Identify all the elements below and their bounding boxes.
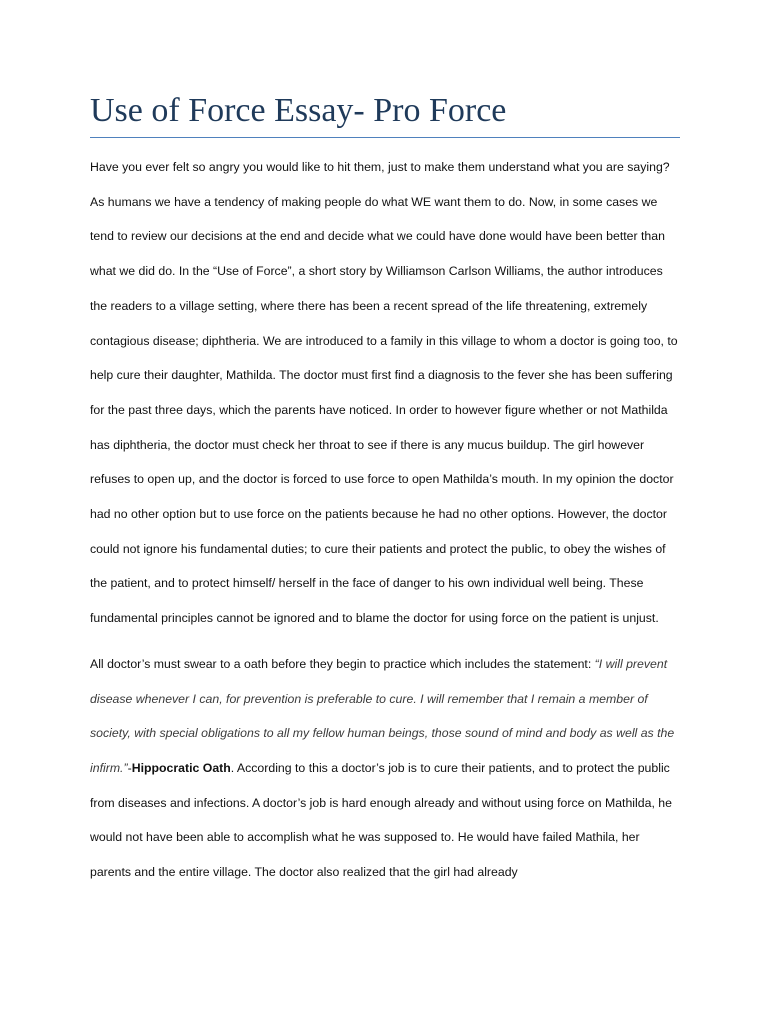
title-underline — [90, 137, 680, 138]
quote-source: Hippocratic Oath — [131, 760, 231, 775]
paragraph-2-intro: All doctor’s must swear to a oath before they begin to practice which includes the statement: — [90, 656, 595, 671]
paragraph-2 — [90, 647, 680, 890]
document-title: Use of Force Essay- Pro Force — [90, 92, 507, 129]
paragraph-2-rest: . According to this a doctor’s job is to cure their patients, and to protect the public from diseases and infections. A doctor’s job is hard enough already and without using force on Mathilda, he would not have been able to accomplish what he was supposed to. He would have failed Mathila, her parents and the entire village. The doctor also realized that the girl had already — [90, 760, 672, 880]
quote-dash: - — [127, 760, 132, 775]
hippocratic-quote: “I will prevent disease whenever I can, for prevention is preferable to cure. I will remember that I remain a member of society, with special obligations to all my fellow human beings, those sound of mind and body as well as the infirm.” — [90, 656, 675, 775]
paragraph-1: Have you ever felt so angry you would like to hit them, just to make them understand what you are saying? As humans we have a tendency of making people do what WE want them to do. Now, in some cases we tend to review our decisions at the end and decide what we could have done would have been better than what we did do. In the “Use of Force”, a short story by Williamson Carlson Williams, the author introduces the readers to a village setting, where there has been a recent spread of the life threatening, extremely contagious disease; diphtheria. We are introduced to a family in this village to whom a doctor is going too, to help cure their daughter, Mathilda. The doctor must first find a diagnosis to the fever she has been suffering for the past three days, which the parents have noticed. In order to however figure whether or not Mathilda has diphtheria, the doctor must check her throat to see if there is any mucus buildup. The girl however refuses to open up, and the doctor is forced to use force to open Mathilda’s mouth. In my opinion the doctor had no other option but to use force on the patients because he had no other options. However, the doctor could not ignore his fundamental duties; to cure their patients and protect the public, to obey the wishes of the patient, and to protect himself/ herself in the face of danger to his own individual well being. These fundamental principles cannot be ignored and to blame the doctor for using force on the patient is unjust. — [90, 160, 678, 626]
document-body — [90, 150, 680, 890]
